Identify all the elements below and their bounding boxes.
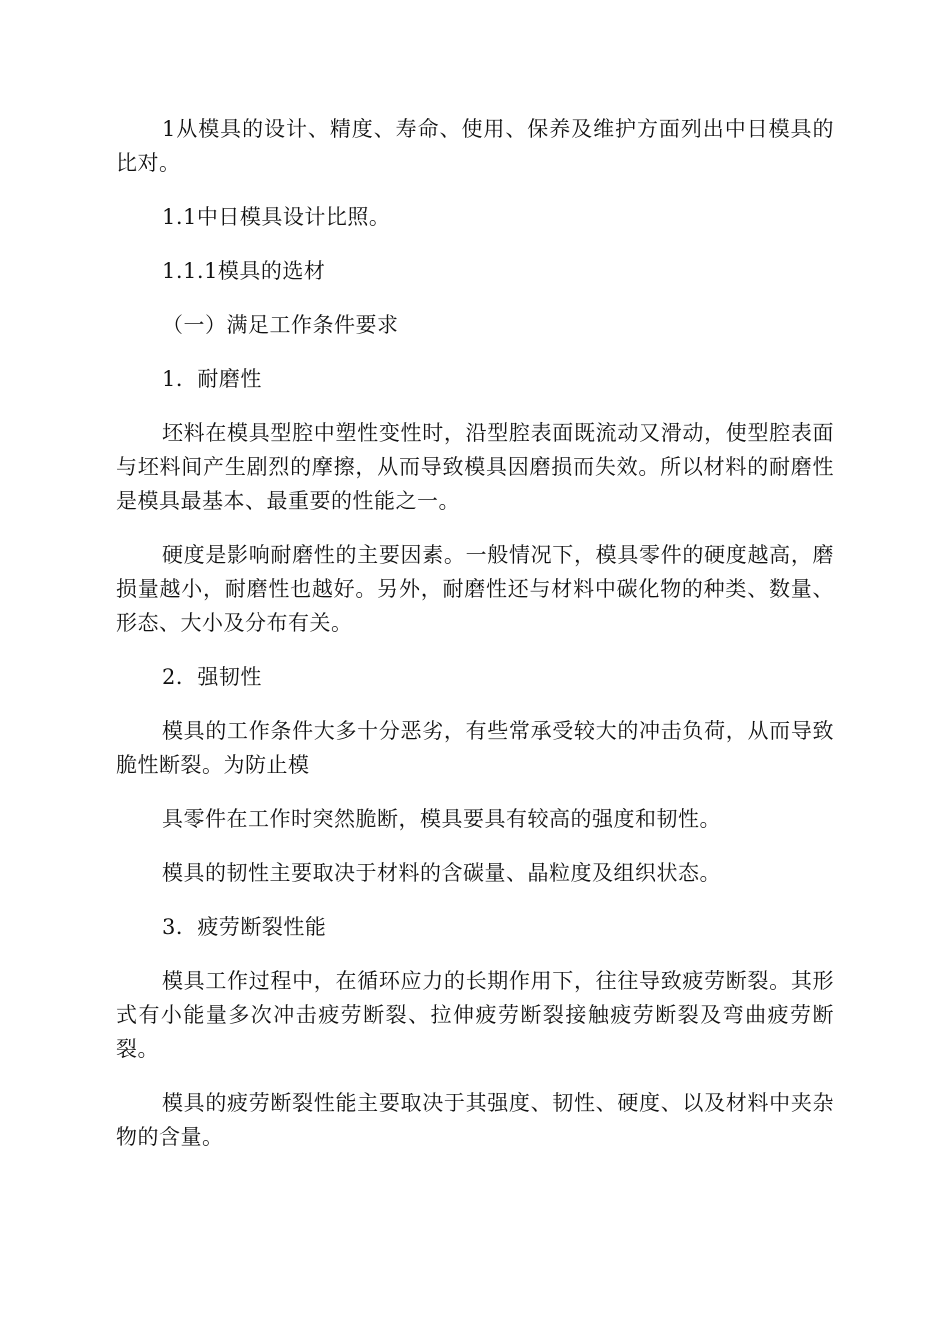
heading-toughness: 2．强韧性 <box>162 665 262 689</box>
paragraph-toughness-2: 具零件在工作时突然脆断，模具要具有较高的强度和韧性。 <box>162 807 721 831</box>
paragraph-wear-1: 坯料在模具型腔中塑性变性时，沿型腔表面既流动又滑动，使型腔表面与坯料间产生剧烈的摩擦，从而导致模具因磨损而失效。所以材料的耐磨性是模具最基本、最重要的性能之一。 <box>116 421 834 513</box>
paragraph-toughness-3: 模具的韧性主要取决于材料的含碳量、晶粒度及组织状态。 <box>162 861 721 885</box>
document-page <box>116 112 834 1174</box>
paragraph-intro: 1从模具的设计、精度、寿命、使用、保养及维护方面列出中日模具的比对。 <box>116 117 834 175</box>
paragraph-toughness-1: 模具的工作条件大多十分恶劣，有些常承受较大的冲击负荷，从而导致脆性断裂。为防止模 <box>116 719 834 777</box>
paragraph-fatigue-1: 模具工作过程中，在循环应力的长期作用下，往往导致疲劳断裂。其形式有小能量多次冲击疲劳断裂、拉伸疲劳断裂接触疲劳断裂及弯曲疲劳断裂。 <box>116 969 834 1061</box>
heading-1-1-1: 1.1.1模具的选材 <box>162 259 326 283</box>
heading-working-conditions: （一）满足工作条件要求 <box>162 313 399 337</box>
heading-wear-resistance: 1．耐磨性 <box>162 367 262 391</box>
paragraph-wear-2: 硬度是影响耐磨性的主要因素。一般情况下，模具零件的硬度越高，磨损量越小，耐磨性也越好。另外，耐磨性还与材料中碳化物的种类、数量、形态、大小及分布有关。 <box>116 543 834 635</box>
paragraph-fatigue-2: 模具的疲劳断裂性能主要取决于其强度、韧性、硬度、以及材料中夹杂物的含量。 <box>116 1091 834 1149</box>
heading-fatigue: 3．疲劳断裂性能 <box>162 915 327 939</box>
heading-1-1: 1.1中日模具设计比照。 <box>162 205 391 229</box>
